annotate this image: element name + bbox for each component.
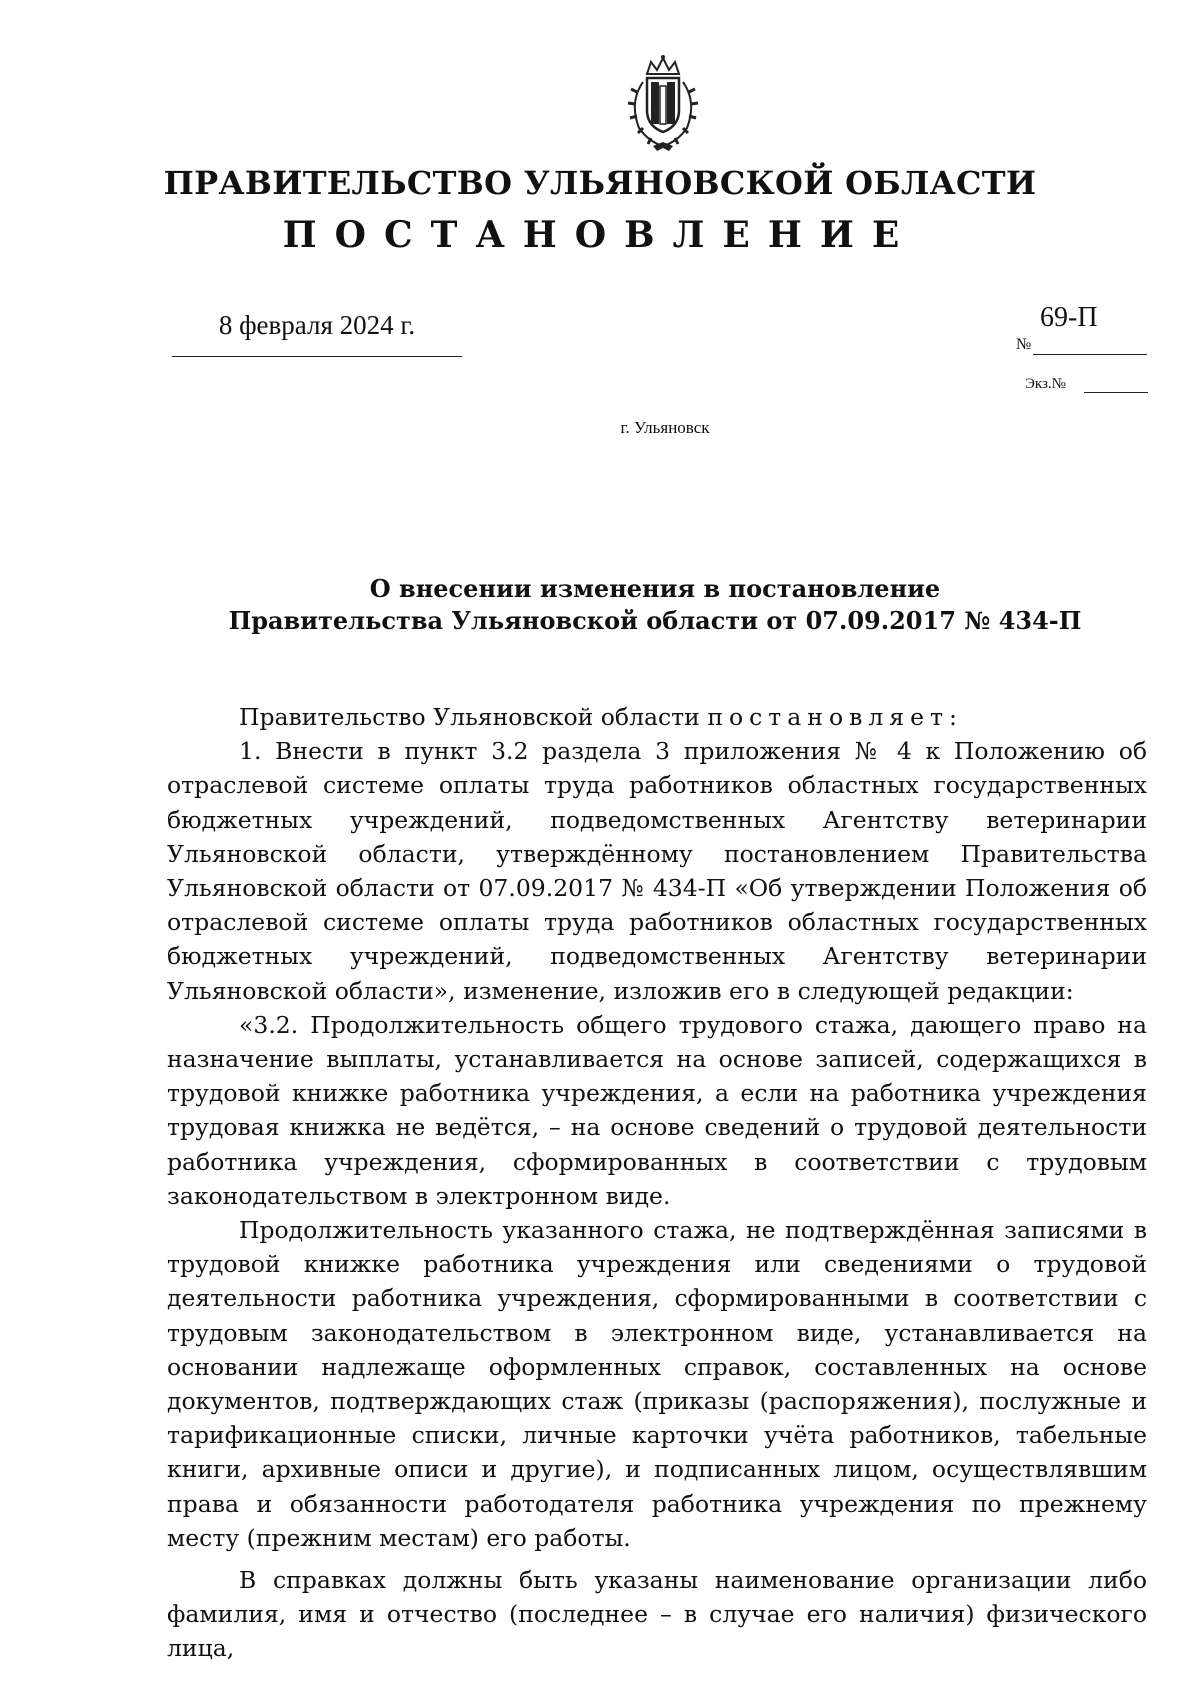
date-underline bbox=[172, 356, 462, 357]
paragraph-1: 1. Внести в пункт 3.2 раздела 3 приложения № 4 к Положению об отраслевой системе оплаты труда работников областных государственных бюджетных учреждений, подведомственных Агентству ветеринарии Ульяновской области, утверждённому постановлением Правительства Ульяновской области от 07.09.2017 № 434-П «Об утверждении Положения об отраслевой системе оплаты труда работников областных государственных бюджетных учреждений, подведомственных Агентству ветеринарии Ульяновской области», изменение, изложив его в следующей редакции: bbox=[167, 737, 1147, 1005]
document-body bbox=[167, 700, 1147, 1666]
preamble-verb: постановляет bbox=[707, 703, 950, 731]
paragraph-2: «3.2. Продолжительность общего трудового стажа, дающего право на назначение выплаты, устанавливается на основе записей, содержащихся в трудовой книжке работника учреждения, а если на работника учреждения трудовая книжка не ведётся, – на основе сведений о трудовой деятельности работника учреждения, сформированных в соответствии с трудовым законодательством в электронном виде. bbox=[167, 1010, 1147, 1210]
city-label: г. Ульяновск bbox=[620, 418, 710, 437]
paragraph-4: В справках должны быть указаны наименование организации либо фамилия, имя и отчество (последнее – в случае его наличия) физического лица, bbox=[167, 1566, 1147, 1663]
subject-line-1: О внесении изменения в постановление bbox=[369, 574, 941, 603]
number-underline bbox=[1033, 354, 1147, 355]
number-label: № bbox=[1016, 336, 1032, 353]
preamble-start: Правительство Ульяновской области bbox=[239, 703, 708, 731]
organization-title: ПРАВИТЕЛЬСТВО УЛЬЯНОВСКОЙ ОБЛАСТИ bbox=[163, 164, 1037, 202]
document-subject bbox=[150, 573, 1160, 637]
ulyanovsk-coat-of-arms-icon bbox=[617, 52, 709, 152]
preamble-end: : bbox=[949, 703, 957, 731]
paragraph-3: Продолжительность указанного стажа, не подтверждённая записями в трудовой книжке работника учреждения или сведениями о трудовой деятельности работника учреждения, сформированными в соответствии с трудовым законодательством в электронном виде, устанавливается на основании надлежаще оформленных справок, составленных на основе документов, подтверждающих стаж (приказы (распоряжения), послужные и тарификационные списки, личные карточки учёта работников, табельные книги, архивные описи и другие), и подписанных лицом, осуществлявшим права и обязанности работодателя работника учреждения по прежнему месту (прежним местам) его работы. bbox=[167, 1216, 1147, 1552]
copy-number-label: Экз.№ bbox=[1025, 376, 1066, 392]
document-date: 8 февраля 2024 г. bbox=[218, 310, 416, 340]
document-number: 69-П bbox=[1040, 302, 1098, 333]
document-type-title: ПОСТАНОВЛЕНИЕ bbox=[282, 214, 918, 256]
subject-line-2: Правительства Ульяновской области от 07.09.2017 № 434-П bbox=[228, 606, 1082, 635]
copy-number-underline bbox=[1084, 392, 1148, 393]
preamble bbox=[167, 700, 1147, 734]
